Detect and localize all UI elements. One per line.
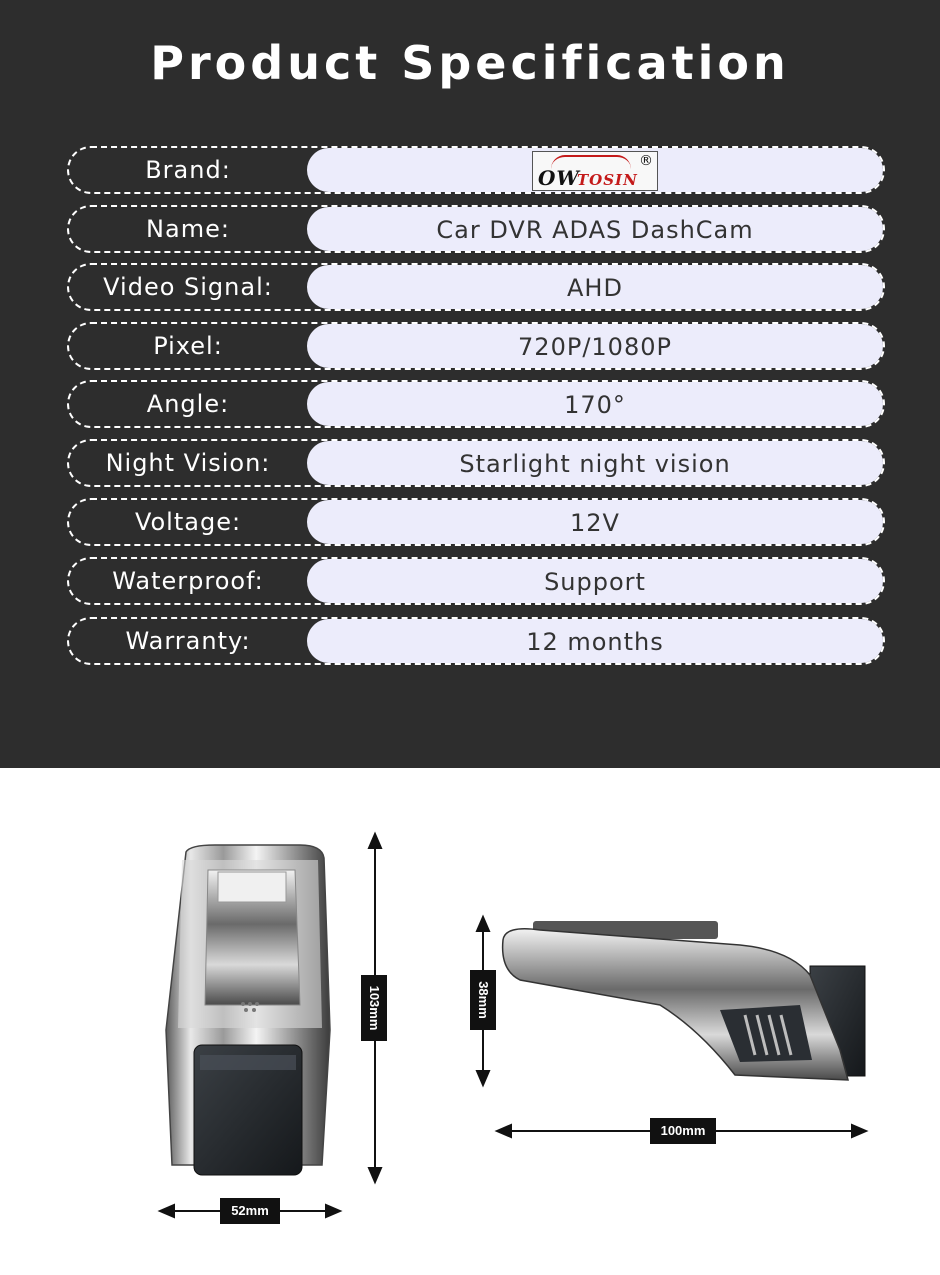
dimension-width-front: 52mm bbox=[220, 1198, 280, 1224]
spec-label: Name: bbox=[146, 215, 230, 243]
brand-logo-tosin: TOSIN bbox=[577, 171, 638, 189]
spec-value: 170° bbox=[307, 382, 883, 426]
spec-value: AHD bbox=[307, 265, 883, 309]
spec-value: 720P/1080P bbox=[307, 324, 883, 368]
brand-logo-ow: OW bbox=[538, 166, 580, 190]
spec-value: 12V bbox=[307, 500, 883, 544]
dimension-label: 103mm bbox=[367, 985, 382, 1031]
spec-label: Pixel: bbox=[153, 332, 223, 360]
page-title: Product Specification bbox=[150, 36, 790, 90]
spec-label: Brand: bbox=[145, 156, 231, 184]
spec-label: Video Signal: bbox=[103, 273, 273, 301]
spec-label: Voltage: bbox=[134, 508, 242, 536]
dashcam-front-view bbox=[166, 845, 330, 1175]
spec-label: Night Vision: bbox=[105, 449, 271, 477]
spec-value: Car DVR ADAS DashCam bbox=[307, 207, 883, 251]
dimension-height-side bbox=[470, 970, 496, 1030]
dimension-length-side: 100mm bbox=[650, 1118, 716, 1144]
spec-value: 12 months bbox=[307, 619, 883, 663]
dimension-label: 38mm bbox=[476, 981, 491, 1019]
spec-label: Waterproof: bbox=[112, 567, 264, 595]
dimension-height-front bbox=[361, 975, 387, 1041]
registered-mark: ® bbox=[639, 153, 654, 169]
spec-label: Warranty: bbox=[125, 627, 251, 655]
dashcam-side-view bbox=[503, 921, 865, 1080]
spec-value: Support bbox=[307, 559, 883, 603]
spec-label: Angle: bbox=[146, 390, 230, 418]
spec-value: Starlight night vision bbox=[307, 441, 883, 485]
